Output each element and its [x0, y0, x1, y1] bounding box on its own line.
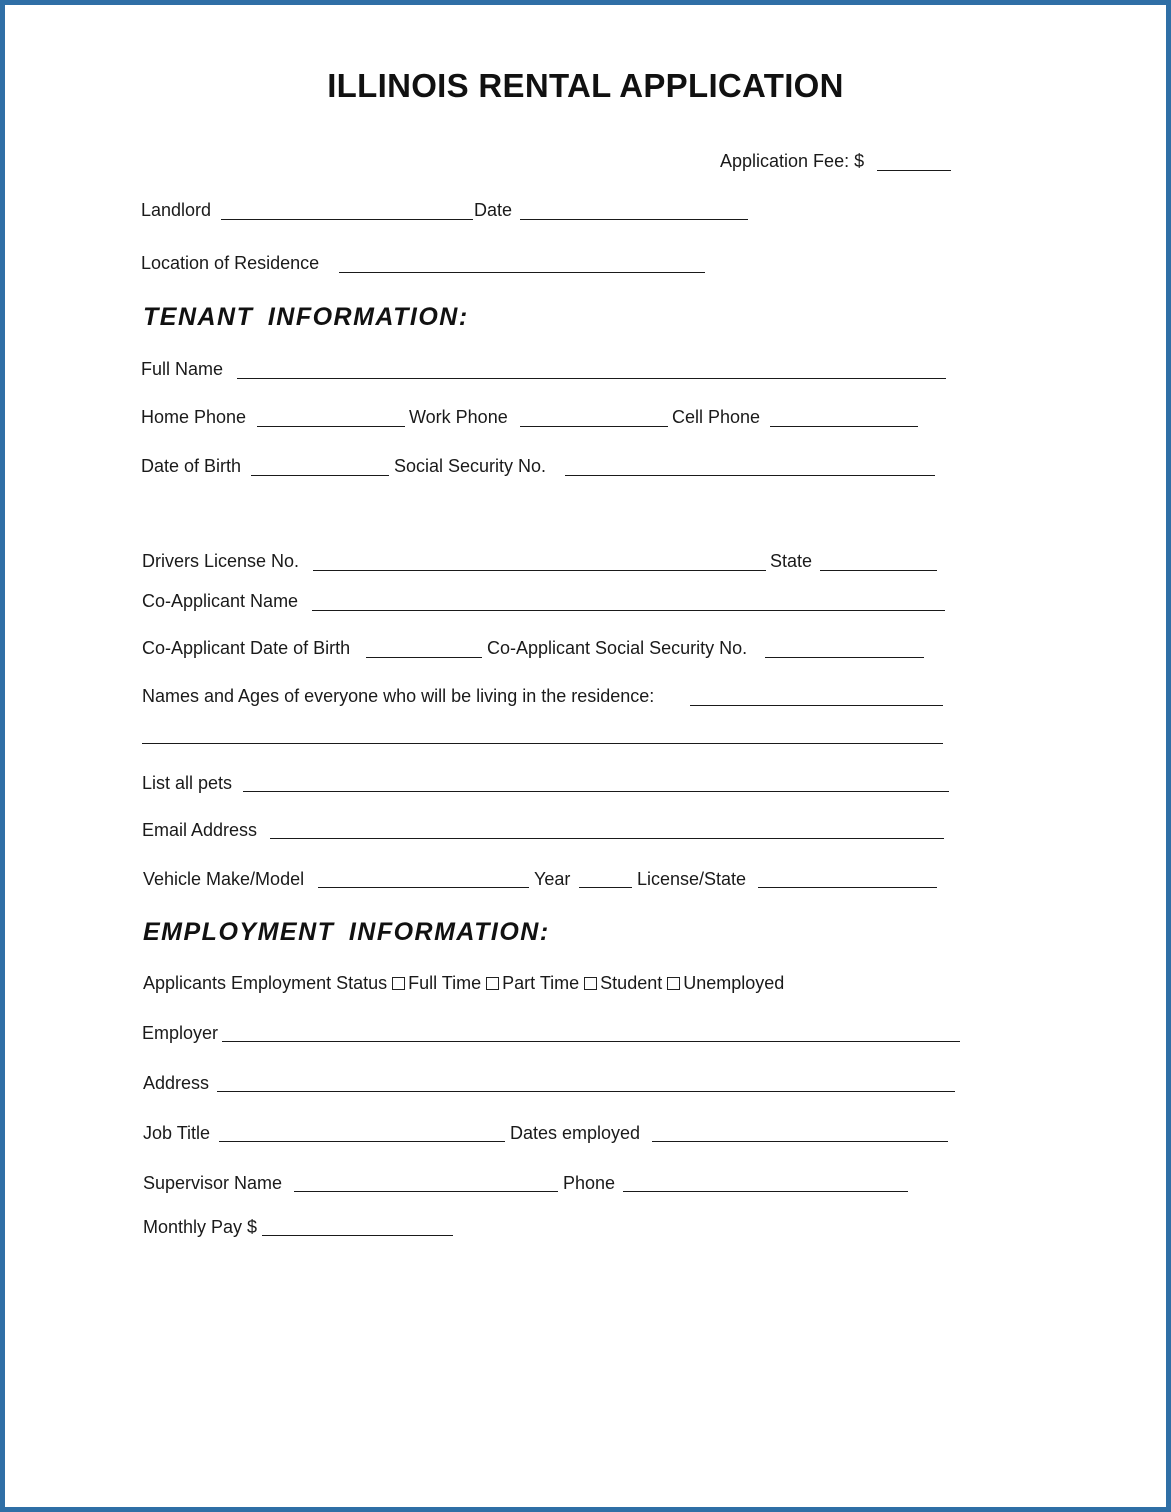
unemployed-checkbox[interactable]	[667, 977, 680, 990]
job-title-label: Job Title	[143, 1123, 211, 1143]
employment-section-heading: EMPLOYMENT INFORMATION:	[143, 918, 550, 946]
state-label: State	[770, 551, 813, 571]
monthly-pay-label: Monthly Pay $	[143, 1217, 258, 1237]
location-field[interactable]	[339, 272, 705, 273]
location-label: Location of Residence	[141, 253, 320, 273]
dob-label: Date of Birth	[141, 456, 242, 476]
vehicle-field[interactable]	[318, 887, 529, 888]
landlord-field[interactable]	[221, 219, 473, 220]
phone-label: Phone	[563, 1173, 616, 1193]
home-phone-field[interactable]	[257, 426, 405, 427]
supervisor-label: Supervisor Name	[143, 1173, 283, 1193]
monthly-pay-field[interactable]	[262, 1235, 453, 1236]
drivers-license-field[interactable]	[313, 570, 766, 571]
part-time-label: Part Time	[502, 973, 580, 993]
email-label: Email Address	[142, 820, 258, 840]
employment-status-row	[143, 973, 784, 993]
vehicle-label: Vehicle Make/Model	[143, 869, 305, 889]
co-applicant-dob-label: Co-Applicant Date of Birth	[142, 638, 351, 658]
occupants-label: Names and Ages of everyone who will be living in the residence:	[142, 686, 655, 706]
student-label: Student	[600, 973, 663, 993]
year-label: Year	[534, 869, 571, 889]
home-phone-label: Home Phone	[141, 407, 247, 427]
work-phone-field[interactable]	[520, 426, 668, 427]
address-label: Address	[143, 1073, 210, 1093]
employer-label: Employer	[142, 1023, 219, 1043]
supervisor-field[interactable]	[294, 1191, 558, 1192]
part-time-checkbox[interactable]	[486, 977, 499, 990]
co-applicant-ssn-field[interactable]	[765, 657, 924, 658]
work-phone-label: Work Phone	[409, 407, 508, 427]
full-name-label: Full Name	[141, 359, 224, 379]
page-title: ILLINOIS RENTAL APPLICATION	[327, 67, 844, 104]
state-field[interactable]	[820, 570, 937, 571]
date-field[interactable]	[520, 219, 748, 220]
co-applicant-dob-field[interactable]	[366, 657, 482, 658]
cell-phone-label: Cell Phone	[672, 407, 761, 427]
email-field[interactable]	[270, 838, 944, 839]
full-name-field[interactable]	[237, 378, 946, 379]
employer-field[interactable]	[222, 1041, 960, 1042]
cell-phone-field[interactable]	[770, 426, 918, 427]
drivers-license-label: Drivers License No.	[142, 551, 300, 571]
co-applicant-name-label: Co-Applicant Name	[142, 591, 299, 611]
occupants-field-line-2[interactable]	[142, 743, 943, 744]
dob-field[interactable]	[251, 475, 389, 476]
full-time-checkbox[interactable]	[392, 977, 405, 990]
co-applicant-ssn-label: Co-Applicant Social Security No.	[487, 638, 748, 658]
occupants-field[interactable]	[690, 705, 943, 706]
dates-employed-field[interactable]	[652, 1141, 948, 1142]
license-state-field[interactable]	[758, 887, 937, 888]
pets-field[interactable]	[243, 791, 949, 792]
co-applicant-name-field[interactable]	[312, 610, 945, 611]
landlord-label: Landlord	[141, 200, 212, 220]
employment-status-label: Applicants Employment Status	[143, 973, 388, 993]
ssn-label: Social Security No.	[394, 456, 547, 476]
dates-employed-label: Dates employed	[510, 1123, 641, 1143]
tenant-section-heading: TENANT INFORMATION:	[143, 303, 469, 331]
application-fee-label: Application Fee: $	[720, 151, 865, 171]
full-time-label: Full Time	[408, 973, 482, 993]
unemployed-label: Unemployed	[683, 973, 785, 993]
student-checkbox[interactable]	[584, 977, 597, 990]
year-field[interactable]	[579, 887, 632, 888]
license-state-label: License/State	[637, 869, 747, 889]
date-label: Date	[474, 200, 513, 220]
phone-field[interactable]	[623, 1191, 908, 1192]
ssn-field[interactable]	[565, 475, 935, 476]
pets-label: List all pets	[142, 773, 233, 793]
application-fee-field[interactable]	[877, 170, 951, 171]
address-field[interactable]	[217, 1091, 955, 1092]
job-title-field[interactable]	[219, 1141, 505, 1142]
